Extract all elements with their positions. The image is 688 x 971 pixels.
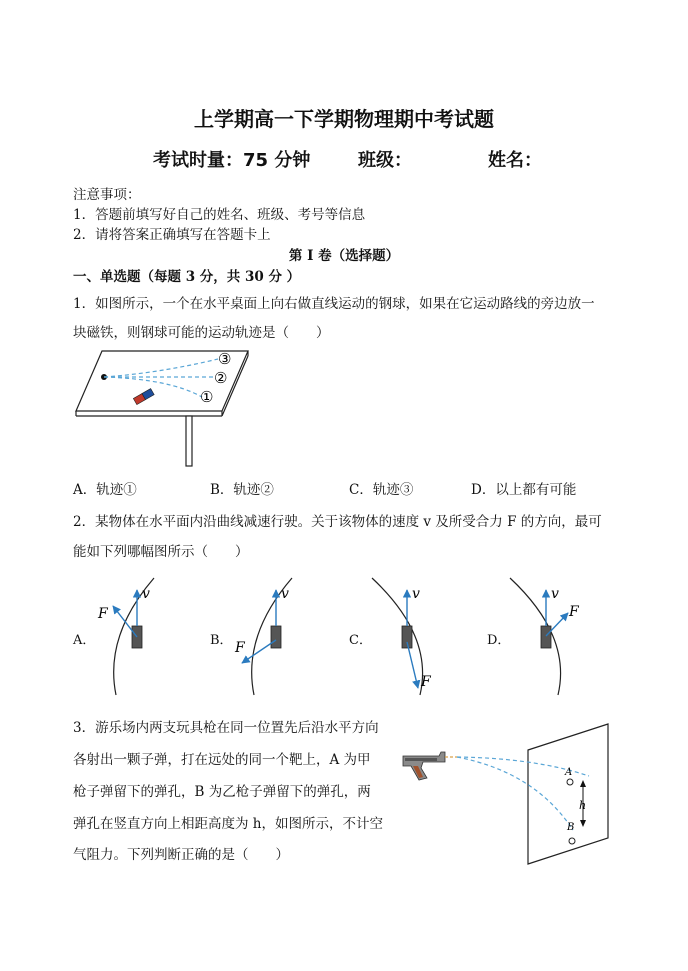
svg-text:h: h [579,799,587,812]
part-title: 一、单选题（每题 3 分，共 30 分 ） [73,269,301,285]
toy-gun-icon [403,752,445,780]
hole-a [567,779,573,785]
q1-stem-line1: 1．如图所示，一个在水平桌面上向右做直线运动的钢球，如果在它运动路线的旁边放一 [73,296,595,312]
q3-stem-line2: 各射出一颗子弹，打在远处的同一个靶上，A 为甲 [73,752,371,768]
q1-option-a: A．轨迹① [73,482,137,498]
svg-text:v: v [142,586,150,602]
q3-stem-line5: 气阻力。下列判断正确的是（ ） [73,847,289,863]
q2-figures [0,570,688,700]
q3-stem-line1: 3．游乐场内两支玩具枪在同一位置先后沿水平方向 [73,720,379,736]
trajectory-label-2: ② [214,369,228,387]
section-title: 第 I 卷（选择题） [288,248,400,264]
svg-text:v: v [412,586,420,602]
svg-text:v: v [281,586,289,602]
q1-stem-line2: 块磁铁，则钢球可能的运动轨迹是（ ） [73,325,330,341]
hole-b [569,838,575,844]
q2-stem-line2: 能如下列哪幅图所示（ ） [73,544,249,560]
q3-stem-line4: 弹孔在竖直方向上相距高度为 h，如图所示，不计空 [73,816,383,832]
q1-option-c: C．轨迹③ [349,482,414,498]
notice-item: 1．答题前填写好自己的姓名、班级、考号等信息 [73,207,366,223]
svg-text:B: B [567,822,575,833]
exam-time: 考试时量：75 分钟 [153,150,311,171]
q2-option-a: A． [73,633,96,648]
trajectory-label-3: ③ [218,350,232,368]
q2-stem-line1: 2．某物体在水平面内沿曲线减速行驶。关于该物体的速度 v 及所受合力 F 的方向，最可 [73,514,602,530]
class-field-label: 班级： [358,150,412,171]
q1-table-figure [70,345,250,470]
notice-item: 2．请将答案正确填写在答题卡上 [73,227,271,243]
q1-option-d: D．以上都有可能 [471,482,577,498]
table-leg [186,416,192,466]
notice-heading: 注意事项： [73,187,141,203]
q2-figure-c [372,578,432,695]
svg-text:F: F [98,606,108,622]
q1-option-b: B．轨迹② [210,482,274,498]
q2-figure-b [234,578,292,695]
q2-figure-a [97,578,154,695]
svg-text:F: F [421,674,431,690]
q2-option-b: B． [210,633,233,648]
q2-option-c: C． [349,633,372,648]
svg-text:F: F [235,640,245,656]
svg-text:A: A [565,767,573,778]
q2-option-d: D． [487,633,511,648]
svg-text:v: v [551,586,559,602]
page-title: 上学期高一下学期物理期中考试题 [194,107,494,131]
q3-stem-line3: 枪子弹留下的弹孔，B 为乙枪子弹留下的弹孔，两 [73,784,371,800]
svg-text:F: F [569,604,579,620]
q2-figure-d [510,578,580,695]
name-field-label: 姓名： [488,150,542,171]
q3-target-figure [395,720,615,870]
trajectory-label-1: ① [200,388,214,406]
